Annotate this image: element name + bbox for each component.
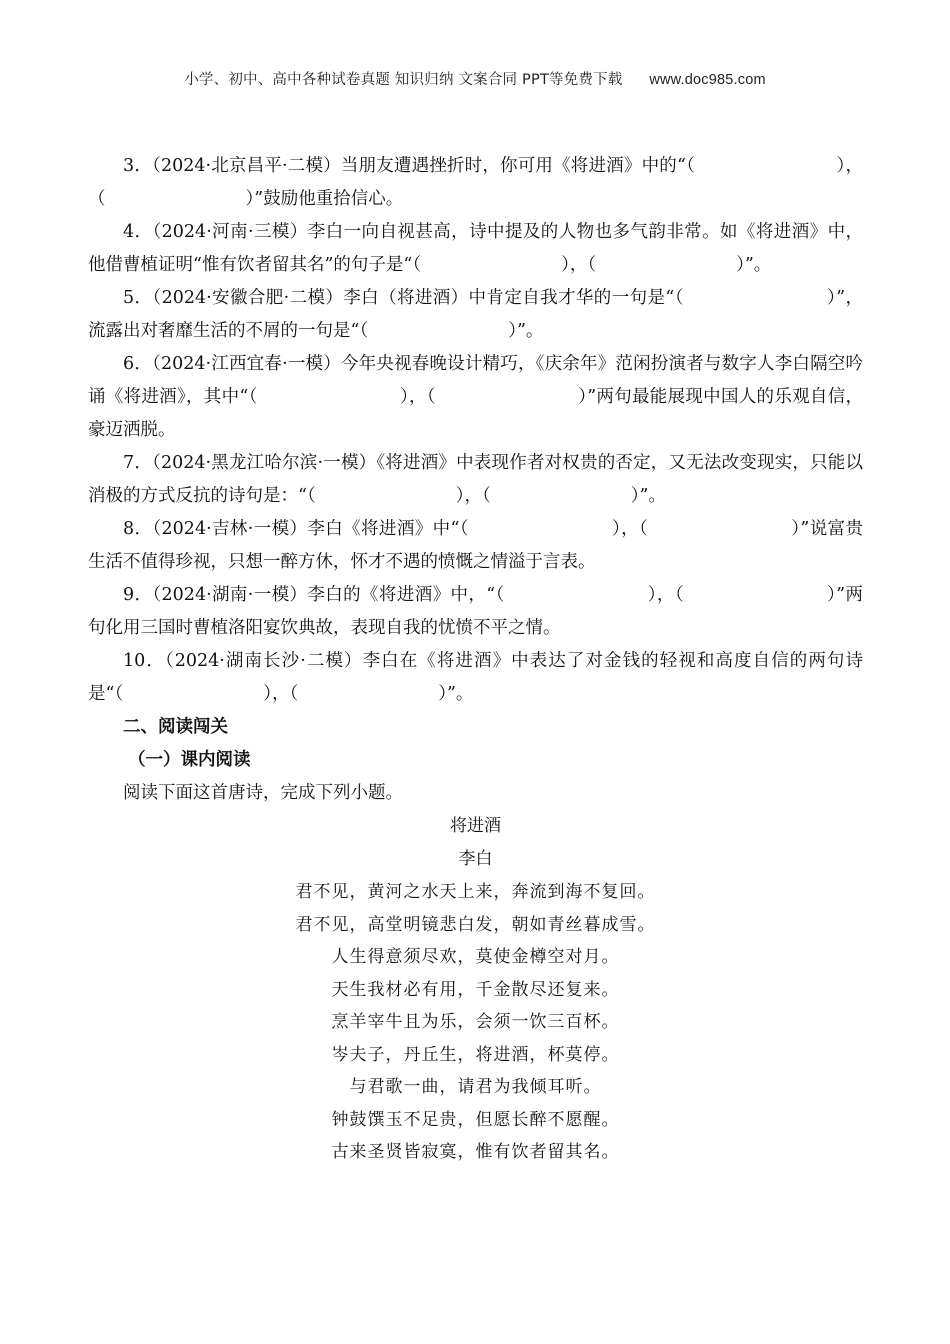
question-8: 8．（2024·吉林·一模）李白《将进酒》中“（ ），（ ）”说富贵生活不值得珍视，只想一醉方休，怀才不遇的愤慨之情溢于言表。 [88, 519, 863, 572]
question-7: 7．（2024·黑龙江哈尔滨·一模）《将进酒》中表现作者对权贵的否定，又无法改变现实，只能以消极的方式反抗的诗句是：“（ ），（ ）”。 [88, 453, 863, 506]
poem-line: 烹羊宰牛且为乐，会须一饮三百杯。 [331, 1012, 620, 1032]
poem-line: 钟鼓馔玉不足贵，但愿长醉不愿醒。 [331, 1109, 620, 1130]
document-body [88, 150, 863, 1169]
poem-line: 君不见，高堂明镜悲白发，朝如青丝暮成雪。 [295, 914, 656, 935]
poem-line: 天生我材必有用，千金散尽还复来。 [331, 979, 620, 1000]
question-3: 3．（2024·北京昌平·二模）当朋友遭遇挫折时，你可用《将进酒》中的“（ ），（ ）”鼓励他重拾信心。 [88, 156, 863, 209]
poem-line: 人生得意须尽欢，莫使金樽空对月。 [331, 947, 620, 967]
page-header [0, 68, 950, 89]
question-9: 9．（2024·湖南·一模）李白的《将进酒》中，“（ ），（ ）”两句化用三国时曹植洛阳宴饮典故，表现自我的忧愤不平之情。 [88, 585, 863, 638]
header-url[interactable]: www.doc985.com [649, 72, 766, 88]
question-6: 6．（2024·江西宜春·一模）今年央视春晚设计精巧，《庆余年》范闲扮演者与数字人李白隔空吟诵《将进酒》，其中“（ ），（ ）”两句最能展现中国人的乐观自信，豪迈洒脱。 [88, 354, 863, 440]
section-title: 二、阅读闯关 [123, 717, 228, 737]
question-10: 10．（2024·湖南长沙·二模）李白在《将进酒》中表达了对金钱的轻视和高度自信的两句诗是“（ ），（ ）”。 [88, 651, 863, 704]
poem-author: 李白 [458, 849, 493, 869]
subsection-title: （一）课内阅读 [128, 750, 251, 770]
poem-line: 岑夫子，丹丘生，将进酒，杯莫停。 [331, 1044, 620, 1065]
poem-line: 君不见，黄河之水天上来，奔流到海不复回。 [295, 882, 656, 902]
poem-title: 将进酒 [450, 816, 501, 836]
question-5: 5．（2024·安徽合肥·二模）李白（将进酒）中肯定自我才华的一句是“（ ）”，流露出对奢靡生活的不屑的一句是“（ ）”。 [88, 288, 863, 341]
poem [88, 810, 863, 1169]
poem-line: 古来圣贤皆寂寞，惟有饮者留其名。 [331, 1142, 620, 1162]
poem-line: 与君歌一曲，请君为我倾耳听。 [349, 1077, 602, 1097]
reading-instruction: 阅读下面这首唐诗，完成下列小题。 [123, 783, 403, 803]
question-4: 4．（2024·河南·三模）李白一向自视甚高，诗中提及的人物也多气韵非常。如《将进酒》中，他借曹植证明“惟有饮者留其名”的句子是“（ ），（ ）”。 [88, 222, 863, 275]
header-text: 小学、初中、高中各种试卷真题 知识归纳 文案合同 PPT等免费下载 [184, 72, 623, 88]
